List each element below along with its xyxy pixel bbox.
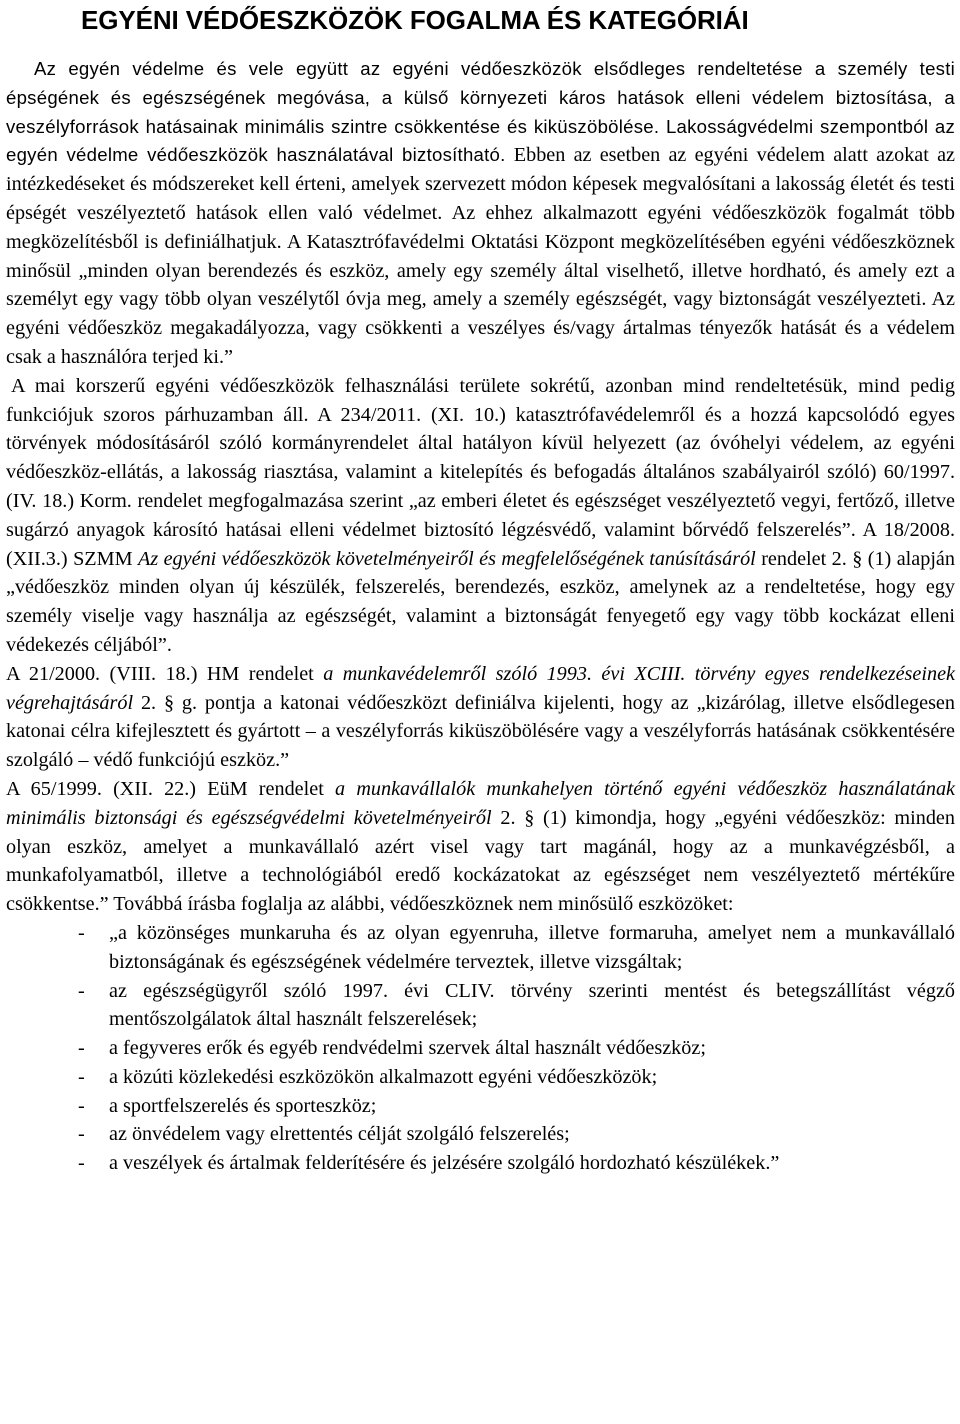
regulation-text-1: A mai korszerű egyéni védőeszközök felhasználási területe sokrétű, azonban mind rendeltetésük, mind pedig funkciójuk szoros párhuzamban áll. A 234/2011. (XI. 10.) katasztrófavédelemről és a hozzá kapcsolódó egyes törvények módosításáról szóló kormányrendelet által hatályon kívül helyezett (az óvóhelyi védelem, az egyéni védőeszköz-ellátás, a lakosság riasztása, valamint a kitelepítés és befogadás általános szabályairól szóló) 60/1997. (IV. 18.) Korm. rendelet megfogalmazása szerint „az emberi életet és egészséget veszélyeztető vegyi, fertőző, illetve sugárzó anyagok károsító hatásai elleni védelmet biztosító légzésvédő, valamint bőrvédő felszerelés”. A 18/2008. (XII.3.) SZMM <box>6 374 955 570</box>
hm-regulation-title: a munkavédelemről szóló 1993. évi XCIII. törvény egyes rendelkezéseinek végrehajtásáról <box>6 662 955 714</box>
eum-regulation-text-1: A 65/1999. (XII. 22.) EüM rendelet <box>6 777 336 800</box>
regulation-text-2: rendelet 2. § (1) alapján „védőeszköz minden olyan új készülék, felszerelés, berendezés, eszköz, amelynek az a rendeltetése, hogy egy személy viselje vagy használja az egészségét, valamint a biztonságát fenyegető egy vagy több kockázat elleni védekezés céljából”. <box>6 547 955 656</box>
eum-regulation-text-2: 2. § (1) kimondja, hogy „egyéni védőeszköz: minden olyan eszköz, amelyet a munkavállaló azért visel vagy tart magánál, hogy az a munkavégzésből, a munkafolyamatból, illetve a technológiából eredő kockázatokat az egészséget nem veszélyeztető mértékűre csökkentse.” Továbbá írásba foglalja az alábbi, védőeszköznek nem minősülő eszközöket: <box>6 806 955 916</box>
list-item: - a fegyveres erők és egyéb rendvédelmi szervek által használt védőeszköz; <box>78 1034 955 1063</box>
document-title: EGYÉNI VÉDŐESZKÖZÖK FOGALMA ÉS KATEGÓRIÁI <box>81 5 749 35</box>
list-item: - a veszélyek és ártalmak felderítésére és jelzésére szolgáló hordozható készülékek.” <box>78 1149 955 1178</box>
regulation-title-szmm: Az egyéni védőeszközök követelményeiről és megfelelőségének tanúsításáról <box>137 547 756 570</box>
intro-paragraph <box>6 55 955 372</box>
eum-regulation-title: a munkavállalók munkahelyen történő egyéni védőeszköz használatának minimális biztonsági és egészségvédelmi követelményeiről <box>6 777 955 829</box>
list-item: - az önvédelem vagy elrettentés célját szolgáló felszerelés; <box>78 1120 955 1149</box>
hm-regulation-text-2: 2. § g. pontja a katonai védőeszközt definiálva kijelenti, hogy az „kizárólag, illetve elsődlegesen katonai célra kifejlesztett és gyártott – a veszélyforrás kiküszöbölésére vagy a veszélyforrás hatásának csökkentésére szolgáló – védő funkciójú eszköz.” <box>6 691 955 772</box>
list-item: - az egészségügyről szóló 1997. évi CLIV. törvény szerinti mentést és betegszállítást végző mentőszolgálatok által használt felszerelések; <box>78 977 955 1035</box>
list-item: - a sportfelszerelés és sporteszköz; <box>78 1092 955 1121</box>
intro-sentence-2: Lakosságvédelmi szempontból az egyén védelme védőeszközök használatával biztosítható. <box>6 115 955 166</box>
list-item: - a közúti közlekedési eszközökön alkalmazott egyéni védőeszközök; <box>78 1063 955 1092</box>
hm-regulation-paragraph <box>6 660 955 775</box>
list-item: - „a közönséges munkaruha és az olyan egyenruha, illetve formaruha, amelyet nem a munkavállaló biztonságának és egészségének védelmére terveztek, illetve vizsgáltak; <box>78 919 955 977</box>
intro-sentence-1: Az egyén védelme és vele együtt az egyéni védőeszközök elsődleges rendeltetése a személy testi épségének és egészségének megóvása, a külső környezeti káros hatások elleni védelem biztosítása, a veszélyforrások hatásainak minimális szintre csökkentése és kiküszöbölése. <box>6 58 955 137</box>
eum-regulation-paragraph <box>6 775 955 919</box>
excluded-items-list <box>6 919 955 1178</box>
hm-regulation-text-1: A 21/2000. (VIII. 18.) HM rendelet <box>6 662 324 685</box>
body-section-1: Ebben az esetben az egyéni védelem alatt azokat az intézkedéseket és módszereket kell érteni, amelyek szervezett módon képesek megvalósítani a lakosság életét és testi épségét veszélyeztető hatások ellen való védelmet. Az ehhez alkalmazott egyéni védőeszközök fogalmát több megközelítésből is definiálhatjuk. A Katasztrófavédelmi Oktatási Központ megközelítésében egyéni védőeszköznek minősül „minden olyan berendezés és eszköz, amely egy személy által viselhető, illetve hordható, és amely ezt a személyt egy vagy több olyan veszélytől óvja meg, amely a személy egészségét, vagy biztonságát veszélyezteti. Az egyéni védőeszköz megakadályozza, vagy csökkenti a veszélyes és/vagy ártalmas tényezők hatását és a védelem csak a használóra terjed ki.” <box>6 144 955 368</box>
regulation-paragraph <box>6 372 955 660</box>
